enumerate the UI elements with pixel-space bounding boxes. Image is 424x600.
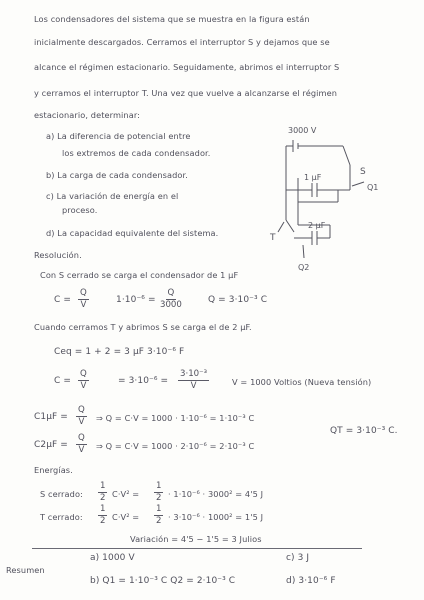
fraction-den: V <box>190 381 197 391</box>
label-c1: 1 µF <box>304 173 322 182</box>
summary-d: d) 3·10⁻⁶ F <box>286 576 336 586</box>
switch-t-blade <box>286 220 294 232</box>
label-q2: Q2 <box>298 263 310 272</box>
fraction-q-v <box>78 289 89 310</box>
v-result: V = 1000 Voltios (Nueva tensión) <box>232 377 372 387</box>
fraction-q-v-3 <box>76 406 87 427</box>
fraction-den: 2 <box>100 493 106 503</box>
ceq-line: Ceq = 1 + 2 = 3 µF 3·10⁻⁶ F <box>54 347 185 357</box>
label-voltage: 3000 V <box>288 126 317 135</box>
fraction-num: 1 <box>100 481 106 491</box>
fraction-den: V <box>80 300 87 310</box>
fraction-num: 1 <box>100 504 106 514</box>
energy-title: Energías. <box>34 465 73 475</box>
statement-line-4: y cerramos el interruptor T. Una vez que vuelve a alcanzarse el régimen <box>34 88 338 98</box>
c-eq2-mid: = 3·10⁻⁶ = <box>118 376 169 386</box>
fraction-den: V <box>78 445 85 455</box>
fraction-den: 3000 <box>160 300 182 310</box>
c-formula-lhs-2: C = <box>54 376 71 386</box>
fraction-num: Q <box>78 433 85 443</box>
fraction-den: 2 <box>156 516 162 526</box>
fraction-num: Q <box>80 369 87 379</box>
circuit-diagram <box>268 120 398 280</box>
fraction-den: 2 <box>156 493 162 503</box>
question-c-cont: proceso. <box>62 205 98 215</box>
energy-t-calc: · 3·10⁻⁶ · 1000² = 1'5 J <box>168 512 264 522</box>
qt-result: QT = 3·10⁻³ C. <box>330 426 398 436</box>
resolution-title: Resolución. <box>34 250 82 260</box>
statement-line-1: Los condensadores del sistema que se muestra en la figura están <box>34 14 310 24</box>
fraction-num: 1 <box>156 481 162 491</box>
summary-c: c) 3 J <box>286 553 310 563</box>
question-d: d) La capacidad equivalente del sistema. <box>46 228 219 238</box>
summary-b: b) Q1 = 1·10⁻³ C Q2 = 2·10⁻³ C <box>90 576 236 586</box>
energy-s-calc: · 1·10⁻⁶ · 3000² = 4'5 J <box>168 489 264 499</box>
label-s: S <box>360 167 366 177</box>
fraction-half-3 <box>98 505 107 526</box>
energy-s-label: S cerrado: <box>40 489 83 499</box>
fraction-q-v-4 <box>76 434 87 455</box>
fraction-num: Q <box>80 288 87 298</box>
question-a-cont: los extremos de cada condensador. <box>62 148 211 158</box>
summary-title: Resumen <box>6 565 45 575</box>
s-closed-text: Con S cerrado se carga el condensador de 1 µF <box>40 270 239 280</box>
label-q1: Q1 <box>367 183 379 192</box>
statement-line-3: alcance el régimen estacionario. Seguidamente, abrimos el interruptor S <box>34 62 340 72</box>
fraction-den: V <box>78 417 85 427</box>
fraction-den: 2 <box>100 516 106 526</box>
summary-a: a) 1000 V <box>90 553 135 563</box>
c2-rhs: ⇒ Q = C·V = 1000 · 2·10⁻⁶ = 2·10⁻³ C <box>96 441 255 451</box>
c1-lhs: C1µF = <box>34 412 68 422</box>
fraction-num: 1 <box>156 504 162 514</box>
c2-lhs: C2µF = <box>34 440 68 450</box>
question-a: a) La diferencia de potencial entre <box>46 131 191 141</box>
summary-divider <box>32 548 362 549</box>
energy-t-label: T cerrado: <box>40 512 83 522</box>
switch-s-blade <box>343 146 350 165</box>
fraction-q-3000 <box>160 289 182 310</box>
arrow-t <box>278 222 284 232</box>
q-result: Q = 3·10⁻³ C <box>208 295 268 305</box>
fraction-den: V <box>80 381 87 391</box>
label-c2: 2 µF <box>308 221 326 230</box>
fraction-half <box>98 482 107 503</box>
fraction-q-v-2 <box>78 370 89 391</box>
label-t: T <box>270 233 276 243</box>
energy-t-cv2: C·V² = <box>112 512 140 522</box>
c-calc: 1·10⁻⁶ = <box>116 295 156 305</box>
fraction-num: 3·10⁻³ <box>180 369 208 379</box>
t-closed-text: Cuando cerramos T y abrimos S se carga el de 2 µF. <box>34 322 252 332</box>
arrow-q1 <box>352 182 364 186</box>
arrow-q2 <box>303 245 304 258</box>
statement-line-5: estacionario, determinar: <box>34 110 141 120</box>
energy-variation: Variación = 4'5 − 1'5 = 3 Julios <box>130 534 262 544</box>
fraction-half-2 <box>154 482 163 503</box>
c-formula-lhs: C = <box>54 295 71 305</box>
statement-line-2: inicialmente descargados. Cerramos el interruptor S y dejamos que se <box>34 37 330 47</box>
energy-s-cv2: C·V² = <box>112 489 140 499</box>
fraction-half-4 <box>154 505 163 526</box>
fraction-num: Q <box>167 288 175 298</box>
question-b: b) La carga de cada condensador. <box>46 170 188 180</box>
c1-rhs: ⇒ Q = C·V = 1000 · 1·10⁻⁶ = 1·10⁻³ C <box>96 413 255 423</box>
question-c: c) La variación de energía en el <box>46 191 179 201</box>
fraction-3e3-v <box>178 370 209 391</box>
fraction-num: Q <box>78 405 85 415</box>
